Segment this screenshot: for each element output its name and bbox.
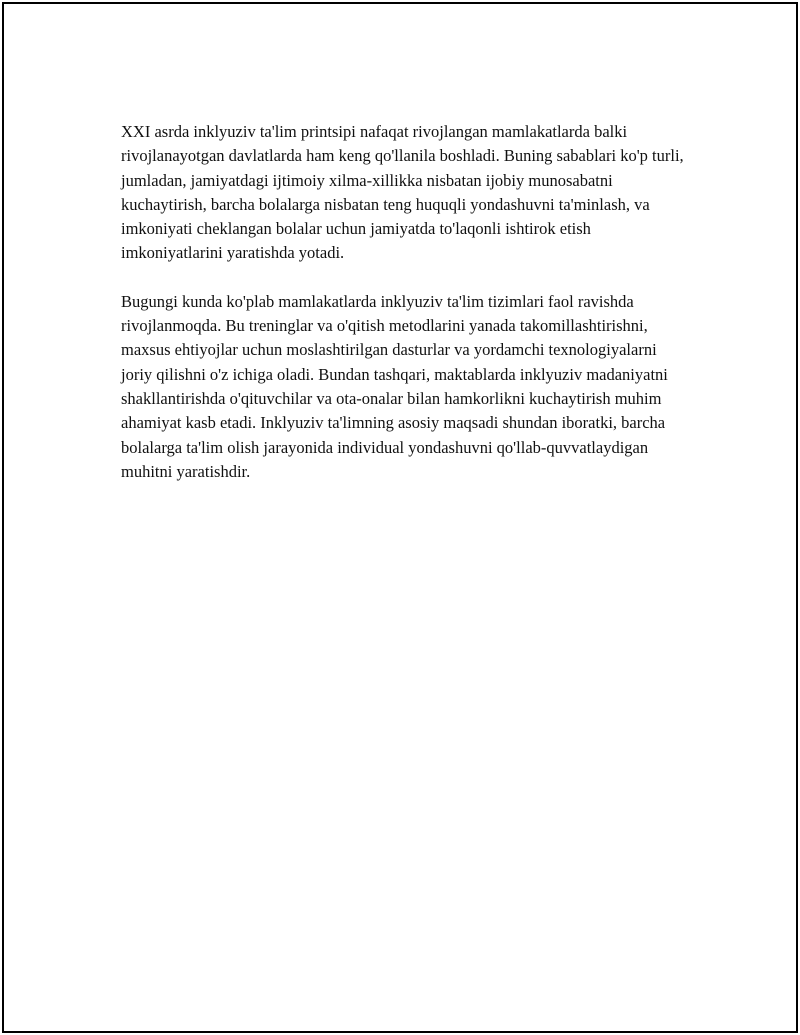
paragraph-1: XXI asrda inklyuziv ta'lim printsipi nafaqat rivojlangan mamlakatlarda balki rivojlanayotgan davlatlarda ham keng qo'llanila boshladi. Buning sabablari ko'p turli, jumladan, jamiyatdagi ijtimoiy xilma-xillikka nisbatan ijobiy munosabatni kuchaytirish, barcha bolalarga nisbatan teng huquqli yondashuvni ta'minlash, va imkoniyati cheklangan bolalar uchun jamiyatda to'laqonli ishtirok etish imkoniyatlarini yaratishda yotadi.: [121, 122, 684, 263]
page-frame: [2, 2, 798, 1033]
document-body: [121, 120, 691, 508]
paragraph-2: Bugungi kunda ko'plab mamlakatlarda inklyuziv ta'lim tizimlari faol ravishda rivojlanmoqda. Bu treninglar va o'qitish metodlarini yanada takomillashtirishni, maxsus ehtiyojlar uchun moslashtirilgan dasturlar va yordamchi texnologiyalarni joriy qilishni o'z ichiga oladi. Bundan tashqari, maktablarda inklyuziv madaniyatni shakllantirishda o'qituvchilar va ota-onalar bilan hamkorlikni kuchaytirish muhim ahamiyat kasb etadi. Inklyuziv ta'limning asosiy maqsadi shundan iboratki, barcha bolalarga ta'lim olish jarayonida individual yondashuvni qo'llab-quvvatlaydigan muhitni yaratishdir.: [121, 291, 668, 481]
